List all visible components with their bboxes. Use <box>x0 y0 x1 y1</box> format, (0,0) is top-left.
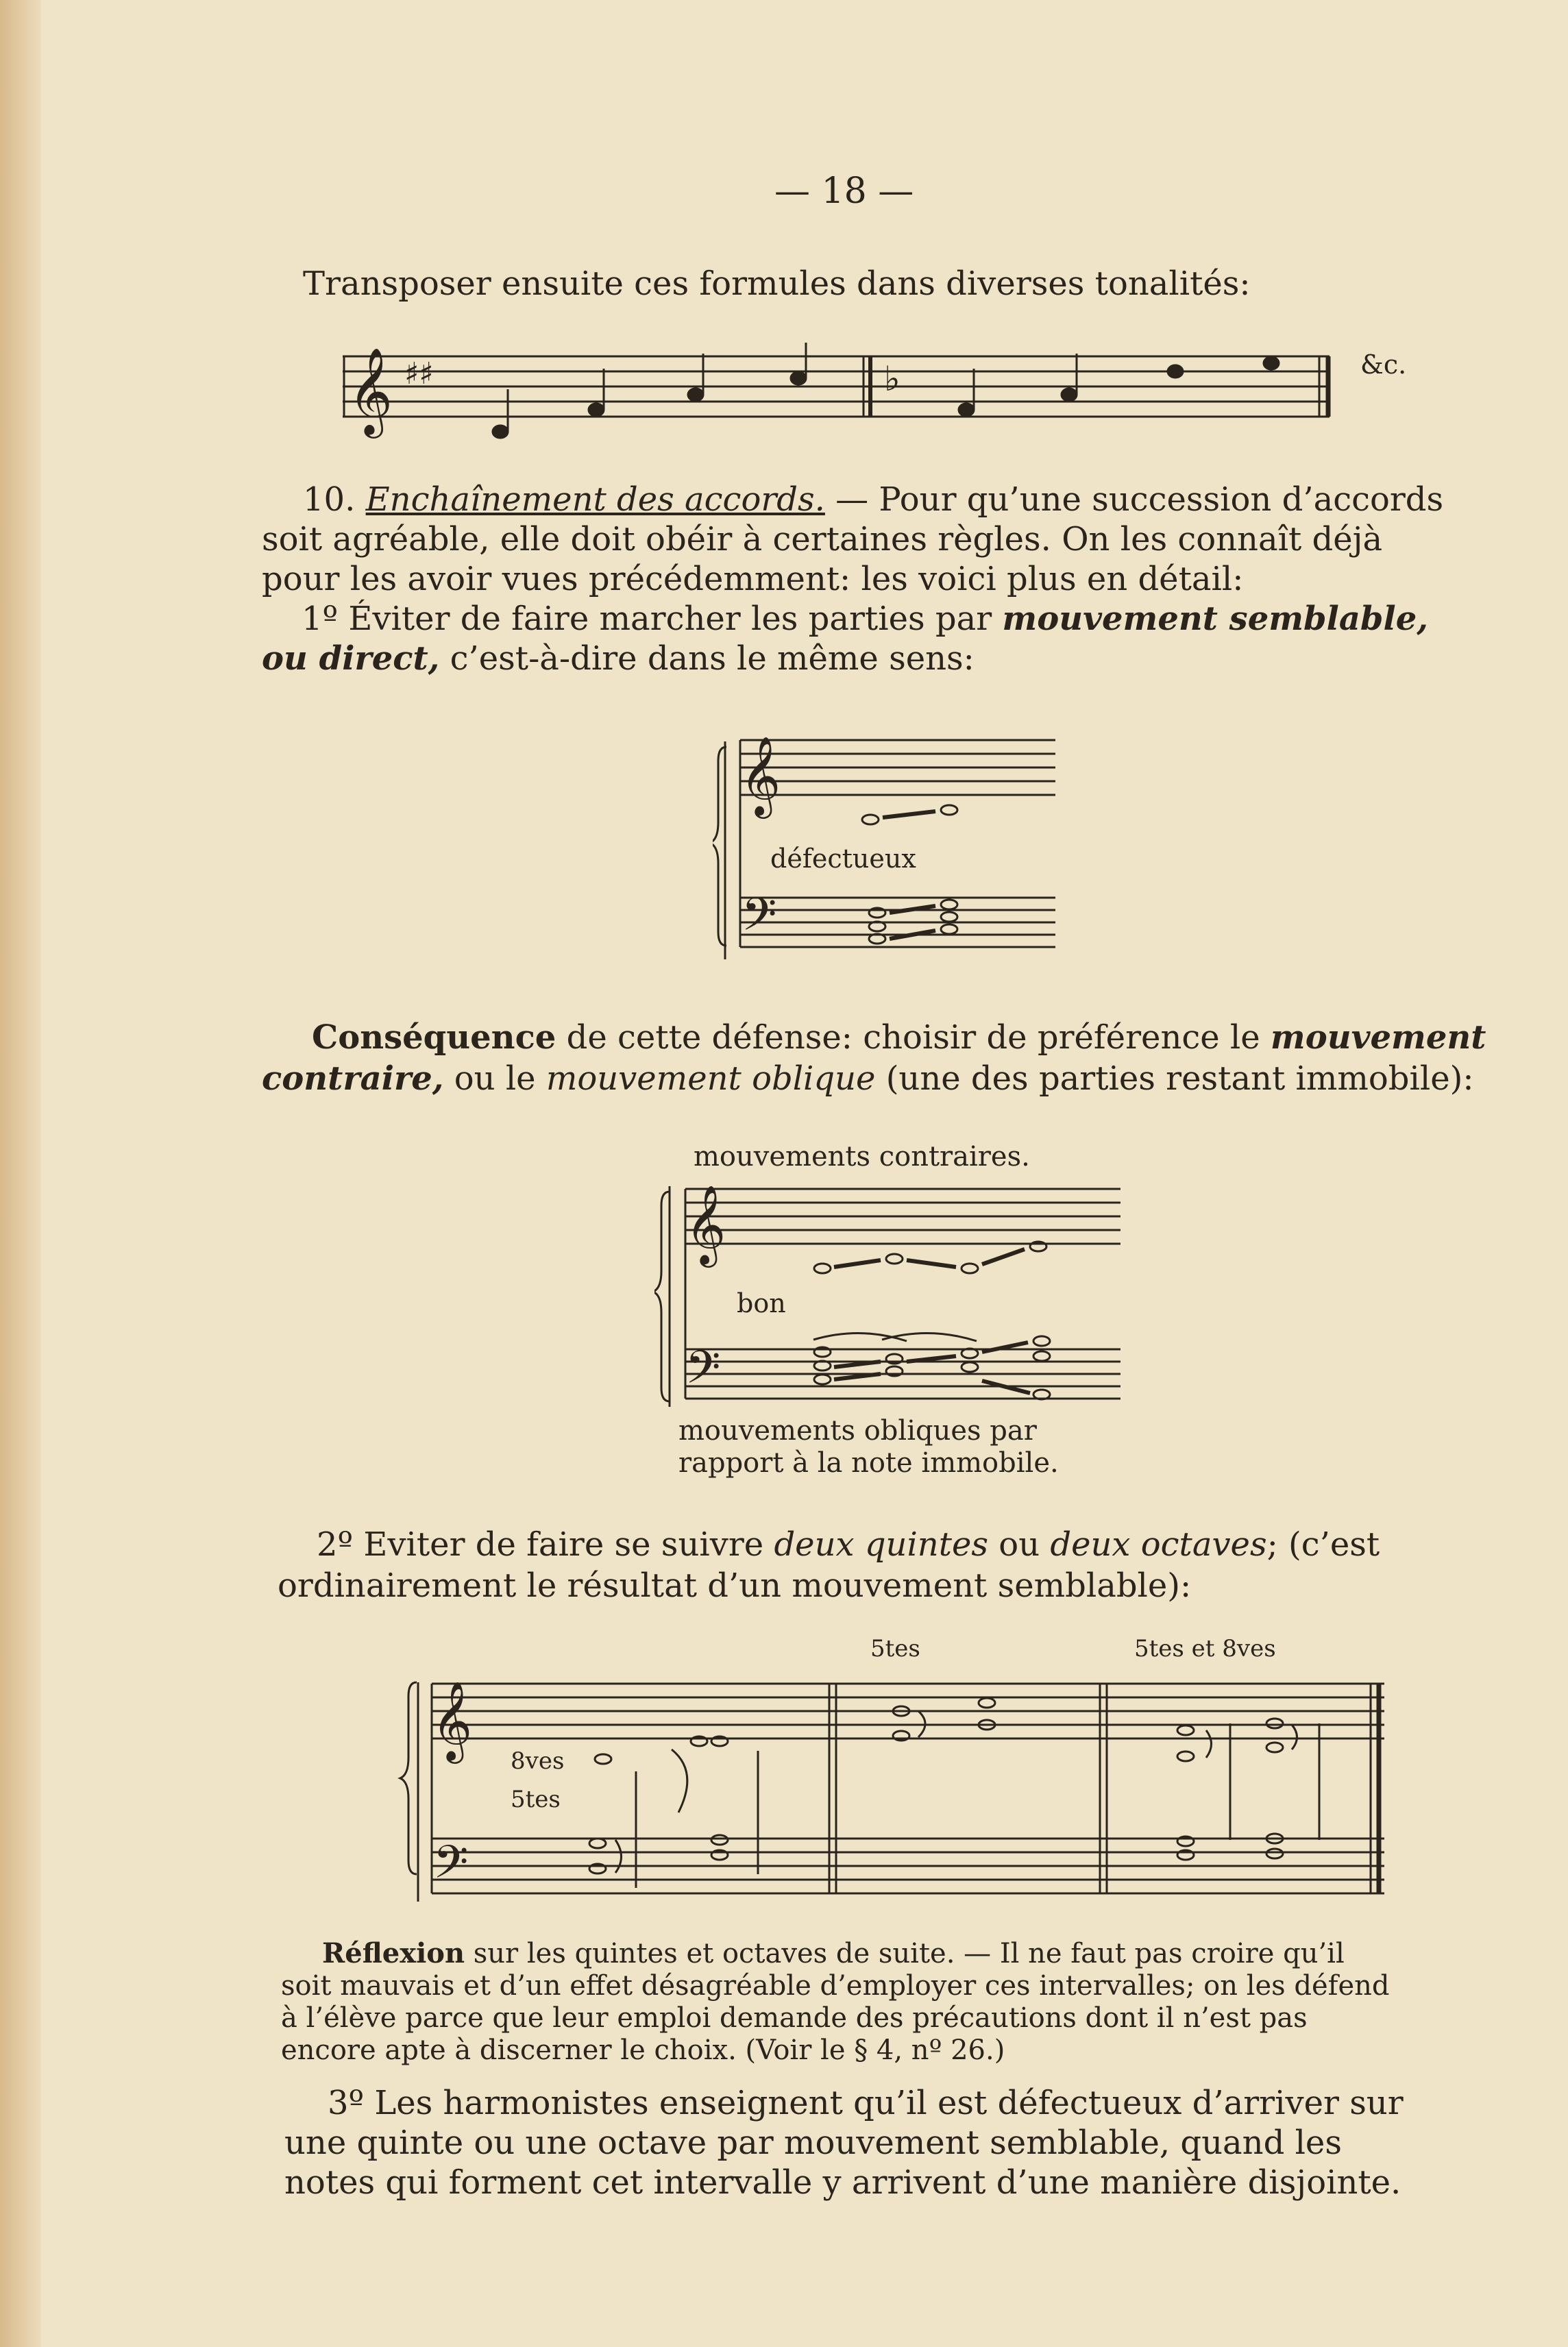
treble-clef-icon: 𝄞 <box>685 1184 726 1264</box>
page-edge <box>0 0 41 2347</box>
note <box>814 1264 831 1273</box>
note <box>959 404 974 416</box>
consequence-em1: mouvement <box>1270 1018 1486 1057</box>
rule1-line1 <box>302 599 1428 639</box>
ex3-5tes-8ves-label: 5tes et 8ves <box>1134 1635 1276 1662</box>
note <box>862 815 879 824</box>
consequence-rest2: ou le <box>443 1059 546 1098</box>
note <box>961 1264 978 1273</box>
page-number: — 18 — <box>774 171 914 212</box>
section10-dash: — <box>824 480 879 519</box>
flat-icon: ♭ <box>884 359 901 399</box>
consequence-rest3: (une des parties restant immobile): <box>875 1059 1474 1098</box>
note <box>941 805 957 815</box>
rule1-prefix: 1º Éviter de faire marcher les parties par <box>302 600 1003 638</box>
section10-text-1: Pour qu’une succession d’accords <box>879 480 1444 519</box>
note <box>1168 365 1183 378</box>
treble-clef-icon: 𝄞 <box>348 347 393 434</box>
consequence-line2 <box>262 1059 1474 1098</box>
reflexion-line3: à l’élève parce que leur emploi demande des précautions dont il n’est pas <box>281 2002 1308 2034</box>
rule1-line2-em: ou direct, <box>262 639 440 678</box>
note <box>791 372 806 384</box>
ex2-bottom-label-1: mouvements obliques par <box>678 1415 1037 1447</box>
rule3-line3: notes qui forment cet intervalle y arrivent d’une manière disjointe. <box>284 2163 1401 2202</box>
rule2-prefix: 2º Eviter de faire se suivre <box>317 1525 774 1564</box>
example-mouvements <box>654 1182 1134 1415</box>
sharp-icon: ♯♯ <box>404 356 434 391</box>
example-defectueux <box>713 733 1069 966</box>
section10-title: Enchaînement des accords. <box>365 480 825 519</box>
note <box>886 1254 903 1264</box>
defectueux-label: défectueux <box>770 844 916 874</box>
ex3-8ves-label: 8ves <box>511 1747 565 1775</box>
note <box>1264 357 1279 369</box>
rule1-line2 <box>262 639 975 678</box>
section10-number: 10. <box>303 480 356 519</box>
rule3-line1: 3º Les harmonistes enseignent qu’il est défectueux d’arriver sur <box>328 2084 1404 2122</box>
rule2-em2: deux octaves <box>1050 1525 1267 1564</box>
section10-line3: pour les avoir vues précédemment: les voici plus en détail: <box>262 560 1244 598</box>
treble-clef-icon: 𝄞 <box>740 735 781 815</box>
note <box>589 404 604 416</box>
rule3-line2: une quinte ou une octave par mouvement semblable, quand les <box>284 2124 1342 2162</box>
rule2-rest: ; (c’est <box>1266 1525 1380 1564</box>
bass-clef-icon: 𝄢 <box>433 1836 469 1900</box>
reflexion-bold: Réflexion <box>322 1937 465 1969</box>
transpose-staff <box>343 336 1412 452</box>
bass-clef-icon: 𝄢 <box>742 888 777 952</box>
rule2-line2: ordinairement le résultat d’un mouvement semblable): <box>278 1566 1192 1605</box>
reflexion-line1 <box>322 1938 1345 1969</box>
bass-clef-icon: 𝄢 <box>685 1341 721 1405</box>
consequence-em2: contraire, <box>262 1059 444 1098</box>
etc-mark: &c. <box>1360 349 1407 380</box>
rule2-mid: ou <box>988 1525 1051 1564</box>
example-quintes-octaves <box>397 1634 1412 1908</box>
ex3-5tes-label: 5tes <box>511 1786 561 1813</box>
consequence-rest1: de cette défense: choisir de préférence le <box>556 1018 1271 1057</box>
rule1-em: mouvement semblable, <box>1002 600 1428 638</box>
treble-clef-icon: 𝄞 <box>432 1680 473 1760</box>
section10-line1 <box>303 480 1443 519</box>
ex3-5tes-top-label: 5tes <box>870 1635 920 1662</box>
note <box>1062 389 1077 401</box>
consequence-em3: mouvement oblique <box>546 1059 876 1098</box>
reflexion-line2: soit mauvais et d’un effet désagréable d’employer ces intervalles; on les défend <box>281 1970 1390 2002</box>
note <box>688 389 703 401</box>
transpose-text: Transposer ensuite ces formules dans diverses tonalités: <box>303 265 1251 303</box>
note <box>493 426 508 438</box>
ex2-bottom-label-2: rapport à la note immobile. <box>678 1447 1059 1479</box>
rule2-line1 <box>317 1525 1380 1564</box>
rule1-line2-rest: c’est-à-dire dans le même sens: <box>439 639 975 678</box>
ex2-top-label: mouvements contraires. <box>694 1141 1030 1172</box>
section10-line2: soit agréable, elle doit obéir à certaines règles. On les connaît déjà <box>262 520 1383 558</box>
consequence-line1 <box>312 1018 1486 1057</box>
transpose-line <box>303 264 1251 304</box>
rule2-em1: deux quintes <box>774 1525 989 1564</box>
reflexion-text-1: sur les quintes et octaves de suite. — Il ne faut pas croire qu’il <box>465 1938 1345 1969</box>
consequence-bold: Conséquence <box>312 1018 556 1057</box>
reflexion-line4: encore apte à discerner le choix. (Voir le § 4, nº 26.) <box>281 2035 1005 2066</box>
bon-label: bon <box>737 1288 786 1318</box>
